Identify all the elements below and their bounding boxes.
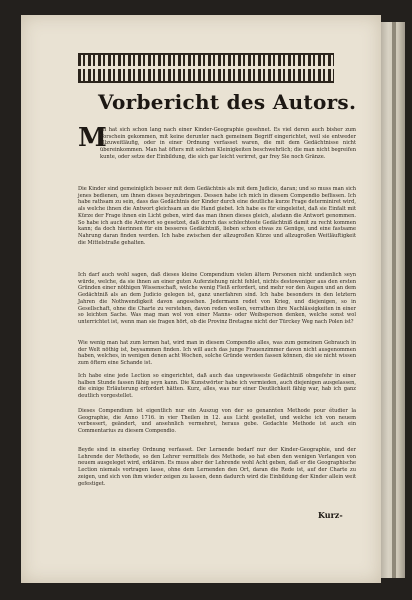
page-title: Vorbericht des Autors.	[98, 90, 357, 114]
paragraph-4: Wie wenig man hat zum lernen hat, wird man in diesem Compendio alles, was zum gemeinen Gebrauch in der Welt nöthig ist, beysammen finden. Ich will auch das junge Frauenzimmer davon nicht ausgenommen haben, welches, in wenigen denen acht Wochen, solche Gründe werden fassen können, die sie nicht wissen zum öftern eine Schande ist.	[78, 340, 356, 367]
decorative-headpiece	[78, 53, 334, 83]
paragraph-7: Beyde sind in einerley Ordnung verfasset. Der Lernende bedarf nur der Kinder-Geographie, und der Lehrende der Methode, so den Lehrer vermittels des Methode, so hat eben den wenigen Verlangen von neuem ausgeleget wird, erklären. Es muss aber der Lehrende wohl Acht geben, daß er die Geographische Lection niemals vortragen lasse, ohne dem Lernenden den Ort, daran die Rede ist, auf der Charte zu zeigen, und sich von ihm wieder zeigen zu lassen, denn dadurch wird die Einbildung der Kinder allein weit gefestiget.	[78, 447, 356, 487]
paragraph-5: Ich habe eine jede Lection so eingerichtet, daß auch das ungewisseste Gedächtniß obngefehr in einer halben Stunde fassen fähig seyn kann. Die Kunstwörter habe ich vermieden, auch diejenigen ausgelassen, die einige Erläuterung erfordert hätten. Kurz, alles, was nur einer Deutlichkeit fähig war, hab ich ganz deutlich vorgestellet.	[78, 373, 356, 400]
paragraph-2: Die Kinder sind gemeiniglich besser mit dem Gedächtnis als mit dem Judicio, daran; und so muss man sich jenes bedienen, um ihnen dieses beyzubringen. Dessen habe ich mich in diesem Compendio beflissen. Ich habe rathsam zu sein, dass das Gedächtnis der Kinder durch eine deutliche kurze Frage determiniret wird, als welche ihnen die Antwort gleichsam an die Hand giebet. Ich habe es für eingeleitet, daß sie Einfalt mit Kürze der Frage ihnen ein Licht geben, wird das man ihnen dieses gleich, alsdann die Antwort genommen. So habe ich auch die Antwort so gesetzet, daß durch das schlechteste Gedächtniß damit zu recht kommen kann; da doch hierinnen für ein besseres Gedächtniß, lieben schon etwas zu Genüge, und eine fastsame Nahrung daran finden werden. Ich habe zwischen der allzugroßen Kürze und allzugroßen Weitläuftigkeit die Mittelstraße gehalten.	[78, 186, 356, 246]
paragraph-3: Ich darf auch wohl sagen, daß dieses kleine Compendium vielen ältern Personen nicht undienlich seyn würde, welche, da sie ihnen an einer guten Auferziehung nicht fehlet, nichts destoweniger aus den ersten Gründen einer nöthigen Wissenschaft, welche wenig Fleiß erfordert, und mehr vor den Augen und an dem Gedächtniß als an dem Judicio gelegen ist, ganz unerfahren sind. Ich habe besonders in den letztern Jahren die Nothwendigkeit davon angesehen. Jedermann redet von Krieg, und diejenigen, so in Gesellschaft, ohne die Charte zu verstehen, davon reden wollen, verrathen ihre Nachlässigkeiten in einer so leichten Sache. Was mag man wol von einer Manns- oder Weibsperson denken, welche sonst wol unterrichtet ist, wenn man sie fragen hört, ob die Provinz Bretagne nicht der Türckey Weg nach Polen ist?	[78, 272, 356, 325]
paragraph-1: an hat sich schon lang nach einer Kinder-Geographie gesehnet. Es viel deren auch bisher zum Vorschein gekommen, mit keine derunter nach gemeinem Begriff eingerichtet, weil sie entweder allzuweitläufig, oder in einer Ordnung verfasset waren, die mit dem Gedächtnisse nicht übereinkommen. Man hat öfters mit solchen Kleinigkeiten beschwehrlich; die man nicht begreifen kunte, oder setze der Einbildung, die sich gar leicht verirret, gar frey Sie noch Gränze.	[100, 127, 356, 160]
catchword: Kurz-	[318, 510, 343, 520]
drop-cap: M	[78, 123, 107, 153]
paragraph-6: Dieses Compendium ist eigentlich nur ein Auszug von der so genannten Methode pour étudier la Geographie, die Anno 1716. in vier Theilen in 12. aus Licht gestellet, und welche ich von neuem verbessert, geändert, und ansehnlich vermehret, heraus gebe. Gedachte Methode ist auch ein Commentarius zu diesem Compendio.	[78, 408, 356, 435]
book-page-edge-shadow	[392, 22, 396, 578]
